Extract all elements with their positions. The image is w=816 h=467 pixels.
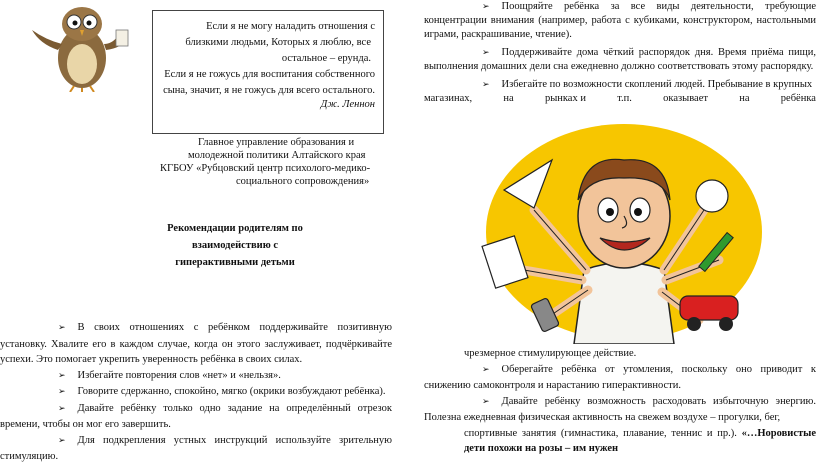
spread-line: магазинах, на рынках и т.п. оказывает на ребёнка [424,93,816,104]
recommendation-item: ➢ Давайте ребёнку возможность расходовать избыточную энергию. Полезна ежедневная физическая активность на свежем воздухе – прогулки, бег, [424,395,816,423]
quote-box [152,10,384,134]
quote-line: Если я не гожусь для воспитания собственного [164,69,375,80]
recommendation-item: ➢ Для подкрепления устных инструкций используйте зрительную стимуляцию. [0,434,392,462]
continuation-text: чрезмерное стимулирующее действие. [464,348,637,359]
recommendation-item: ➢ Избегайте повторения слов «нет» и «нельзя». [58,369,281,381]
org-line: Главное управление образования и [198,137,355,148]
left-recommendations [0,320,392,465]
right-recommendations-bottom [424,346,816,457]
quote-line: остальное – ерунда. [281,53,371,64]
sports-line: спортивные занятия (гимнастика, плавание, теннис и пр.). «…Норовистые дети похожи на розы – им нужен [464,427,816,454]
recommendation-item: ➢ В своих отношениях с ребёнком поддерживайте позитивную установку. Хвалите его в каждом случае, когда он этого заслуживает, подчёркивайте успехи. Это помогает укрепить уверенность ребёнка в своих силах. [0,322,392,365]
org-line: КГБОУ «Рубцовский центр психолого-медико- [160,163,371,174]
title-line: гиперактивными детьми [175,257,295,268]
arrow-bullet-icon: ➢ [58,403,66,414]
recommendation-item: ➢ Оберегайте ребёнка от утомления, поскольку оно приводит к снижению самоконтроля и нарастанию гиперактивности. [424,363,816,391]
quote-line: близкими людьми, Которых я люблю, все [185,37,371,48]
arrow-bullet-icon: ➢ [58,387,66,397]
owl-illustration [22,0,130,92]
arrow-bullet-icon: ➢ [482,396,490,407]
org-line: социального сопровождения» [236,176,370,187]
recommendation-item: ➢ Поддерживайте дома чёткий распорядок дня. Время приёма пищи, выполнения домашних дели сна ежедневно должно соответствовать этому распорядку. [424,47,816,72]
brochure-title [150,220,320,271]
recommendation-item: ➢ Говорите сдержанно, спокойно, мягко (окрики возбуждают ребёнка). [58,386,386,397]
arrow-bullet-icon: ➢ [482,80,490,90]
organization-block [160,136,390,188]
quote-author: Дж. Леннон [320,99,375,110]
arrow-bullet-icon: ➢ [482,364,490,375]
right-recommendations-top [424,0,816,106]
arrow-bullet-icon: ➢ [482,2,490,12]
arrow-bullet-icon: ➢ [58,435,66,446]
title-line: Рекомендации родителям по [167,223,303,234]
recommendation-item: ➢ Поощряйте ребёнка за все виды деятельности, требующие концентрации внимания (например, работа с кубиками, конструктором, настольными играми, раскрашивание, чтение). [424,1,816,40]
arrow-bullet-icon: ➢ [58,370,66,381]
quote-line: сына, значит, я не гожусь для всего остального. [163,85,375,96]
quote-line: Если я не могу наладить отношения с [206,21,375,32]
hyperactive-child-illustration [474,120,774,344]
org-line: молодежной политики Алтайского края [188,150,366,161]
closing-quote: «…Норовистые дети похожи на розы – им нужен [464,427,816,454]
title-line: взаимодействию с [191,240,279,251]
recommendation-item: ➢ Избегайте по возможности скоплений людей. Пребывание в крупных [482,79,813,90]
recommendation-item: ➢ Давайте ребёнку только одно задание на определённый отрезок времени, чтобы он мог его завершить. [0,402,392,430]
arrow-bullet-icon: ➢ [482,48,490,58]
arrow-bullet-icon: ➢ [58,323,66,333]
